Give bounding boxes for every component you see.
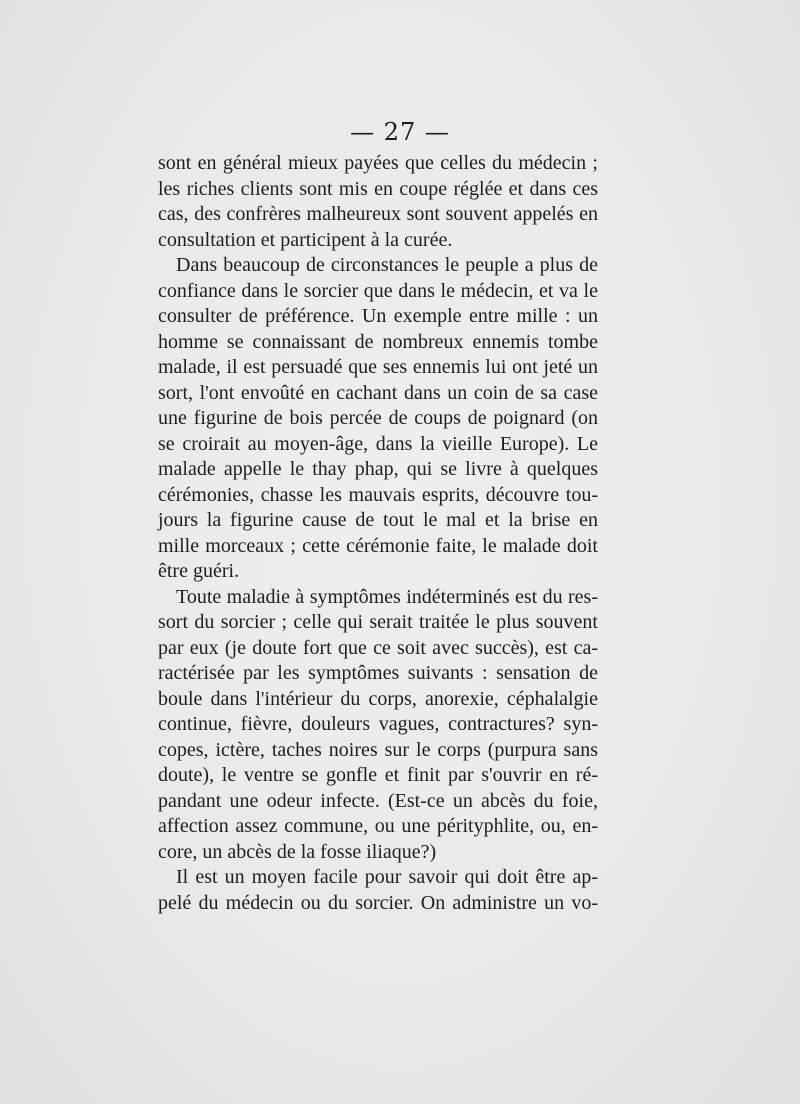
text-line: malade, il est persuadé que ses ennemis lui ont jeté un [158, 356, 598, 378]
text-line: malade appelle le thay phap, qui se livre à quelques [158, 458, 598, 480]
text-line: Il est un moyen facile pour savoir qui doit être ap- [176, 866, 598, 888]
text-line: cas, des confrères malheureux sont souvent appelés en [158, 203, 598, 225]
text-line: Toute maladie à symptômes indéterminés est du res- [176, 585, 598, 608]
text-line: core, un abcès de la fosse iliaque?) [158, 840, 437, 863]
text-line: sont en général mieux payées que celles du médecin ; [158, 152, 598, 174]
text-line: Dans beaucoup de circonstances le peuple a plus de [176, 254, 598, 276]
text-line: mille morceaux ; cette cérémonie faite, le malade doit [158, 534, 598, 557]
text-line: pandant une odeur infecte. (Est-ce un abcès du foie, [158, 789, 598, 812]
text-line: par eux (je doute fort que ce soit avec succès), est ca- [158, 636, 598, 659]
text-line: continue, fièvre, douleurs vagues, contractures? syn- [158, 713, 598, 735]
page-number: — 27 — [350, 118, 450, 146]
text-line: homme se connaissant de nombreux ennemis tombe [158, 330, 598, 353]
text-line: pelé du médecin ou du sorcier. On administre un vo- [158, 891, 598, 914]
text-line: copes, ictère, taches noires sur le corps (purpura sans [158, 738, 598, 761]
text-line: sort, l'ont envoûté en cachant dans un coin de sa case [158, 381, 598, 404]
text-line: jours la figurine cause de tout le mal et la brise en [158, 509, 598, 531]
text-line: affection assez commune, ou une pérityphlite, ou, en- [158, 815, 598, 837]
body-text [158, 151, 598, 916]
text-line: une figurine de bois percée de coups de poignard (on [158, 407, 598, 429]
text-line: doute), le ventre se gonfle et finit par s'ouvrir en ré- [158, 764, 598, 786]
text-line: consulter de préférence. Un exemple entre mille : un [158, 305, 598, 327]
text-line: les riches clients sont mis en coupe réglée et dans ces [158, 177, 598, 200]
text-line: ractérisée par les symptômes suivants : sensation de [158, 662, 598, 684]
text-line: se croirait au moyen-âge, dans la vieille Europe). Le [158, 432, 598, 455]
text-line: cérémonies, chasse les mauvais esprits, découvre tou- [158, 483, 598, 506]
text-line: confiance dans le sorcier que dans le médecin, et va le [158, 279, 598, 302]
text-line: consultation et participent à la curée. [158, 228, 453, 251]
text-line: sort du sorcier ; celle qui serait traitée le plus souvent [158, 611, 598, 633]
text-line: boule dans l'intérieur du corps, anorexie, céphalalgie [158, 687, 598, 710]
text-line: être guéri. [158, 560, 240, 582]
